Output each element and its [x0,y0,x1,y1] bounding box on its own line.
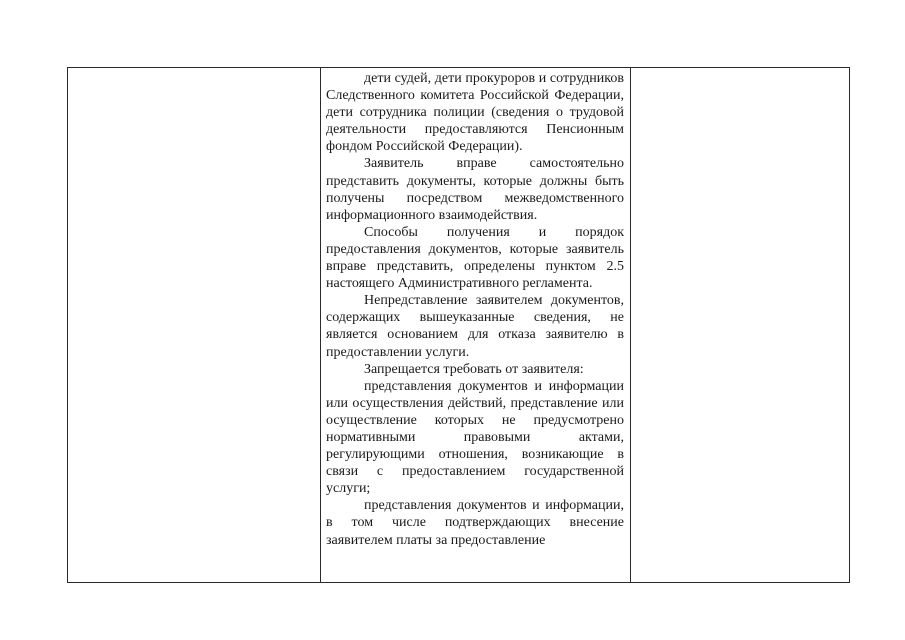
paragraph-applicant-right: Заявитель вправе самостоятельно представить документы, которые должны быть получены посредством межведомственного информационного взаимодействия. [326,156,624,223]
paragraph-children-of-officials: дети судей, дети прокуроров и сотрудников Следственного комитета Российской Федерации, дети сотрудника полиции (сведения о трудовой деятельности предоставляются Пенсионным фондом Российской Федерации). [326,71,624,155]
right-column-cell [631,68,850,583]
paragraph-prohibited-item-1: представления документов и информации или осуществления действий, представление или осуществление которых не предусмотрено нормативными правовыми актами, регулирующими отношения, возникающие в связи с предоставлением государственной услуги; [326,378,624,497]
middle-column-cell [321,68,631,583]
paragraph-non-submission: Непредставление заявителем документов, содержащих вышеуказанные сведения, не является основанием для отказа заявителю в предоставлении услуги. [326,293,624,360]
table-row [68,68,850,583]
paragraph-methods-of-obtaining: Способы получения и порядок предоставления документов, которые заявитель вправе представить, определены пунктом 2.5 настоящего Административного регламента. [326,224,624,292]
middle-column-text [321,68,630,582]
paragraph-prohibited-heading: Запрещается требовать от заявителя: [364,361,584,377]
left-column-cell [68,68,321,583]
document-table [67,67,850,583]
paragraph-prohibited-item-2: представления документов и информации, в том числе подтверждающих внесение заявителем платы за предоставление [326,498,624,548]
